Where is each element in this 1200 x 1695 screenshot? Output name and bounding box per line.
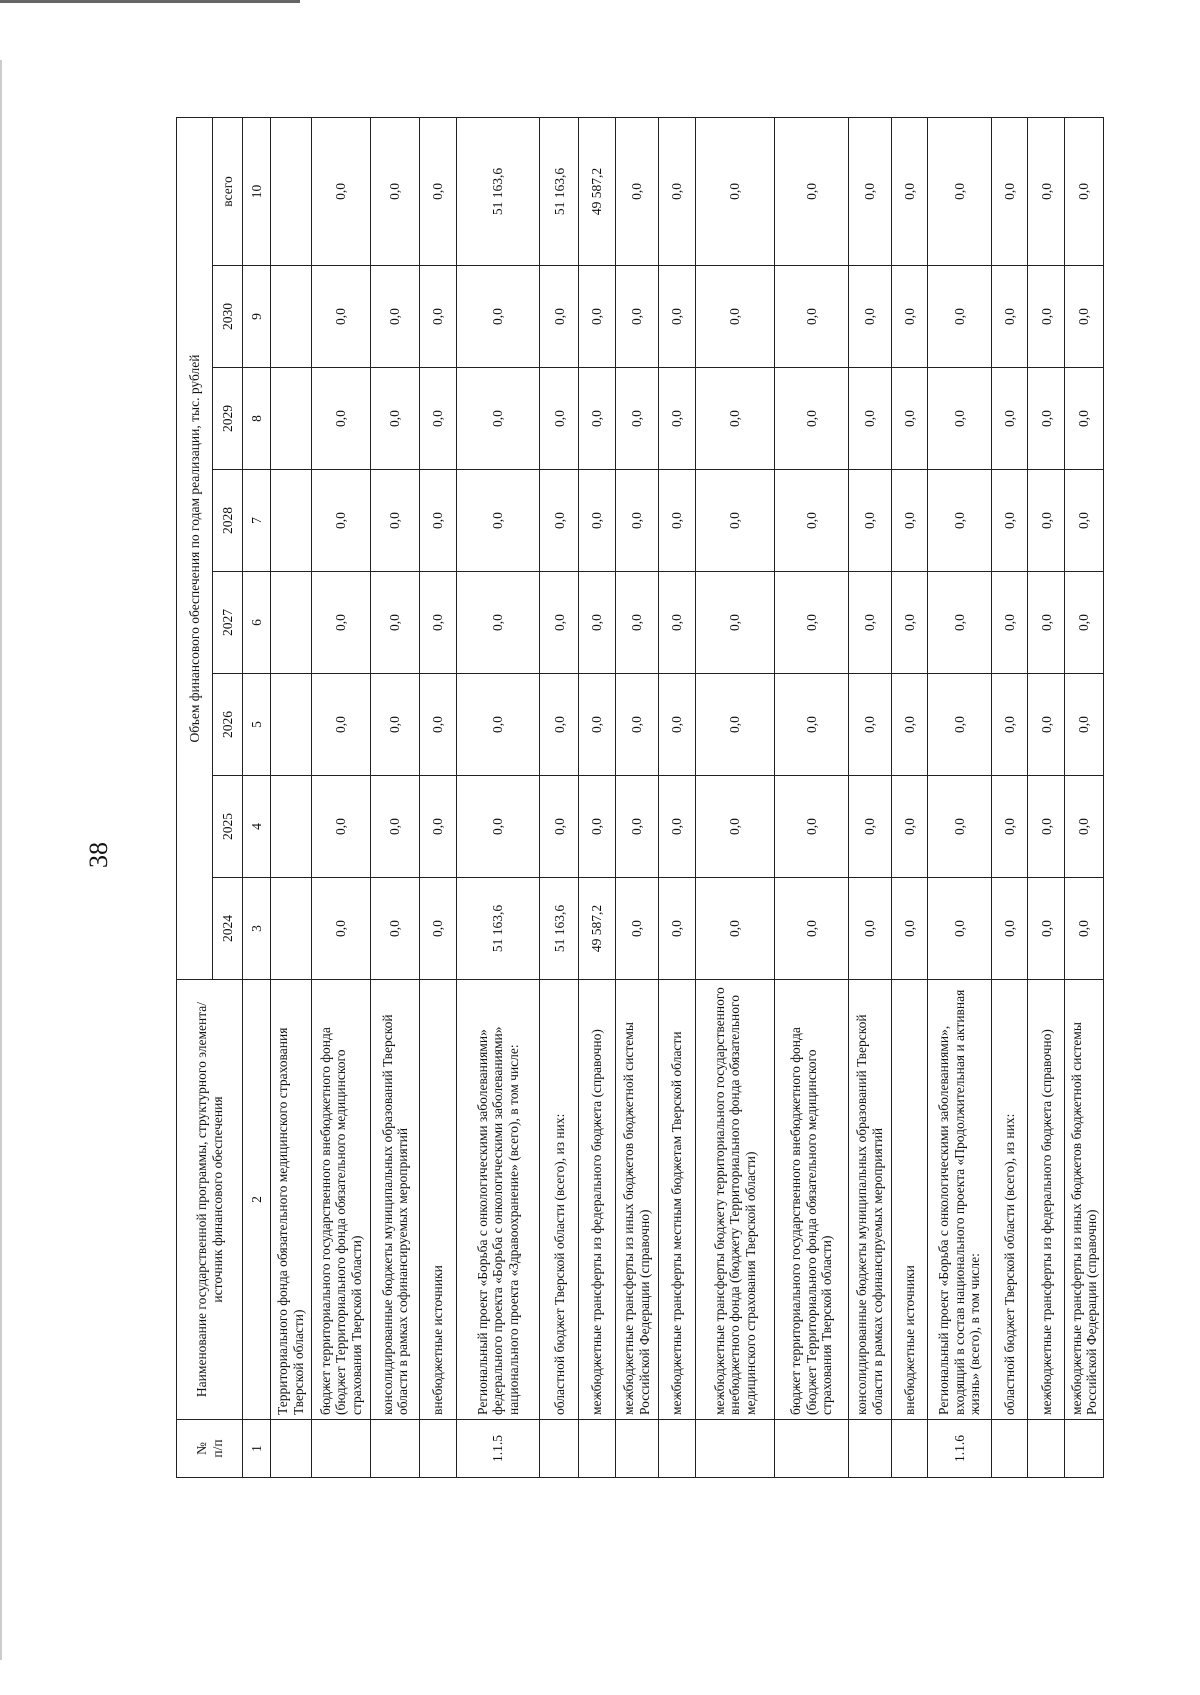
table-row xyxy=(271,117,312,1477)
row-value: 0,0 xyxy=(928,674,991,776)
table-body xyxy=(271,117,1104,1477)
row-value: 0,0 xyxy=(695,470,775,572)
row-value: 0,0 xyxy=(420,878,457,980)
header-year: 2024 xyxy=(213,878,243,980)
row-value: 0,0 xyxy=(775,572,849,674)
header-year: 2027 xyxy=(213,572,243,674)
row-value: 0,0 xyxy=(1028,572,1065,674)
table-row xyxy=(420,117,457,1477)
row-value: 51 163,6 xyxy=(456,878,540,980)
row-value: 0,0 xyxy=(420,368,457,470)
row-value: 0,0 xyxy=(1028,368,1065,470)
row-value: 0,0 xyxy=(540,572,579,674)
row-value: 0,0 xyxy=(695,266,775,368)
row-value: 0,0 xyxy=(311,266,370,368)
row-value: 51 163,6 xyxy=(540,878,579,980)
header-index-cell: 5 xyxy=(243,674,271,776)
row-value: 0,0 xyxy=(311,117,370,265)
row-value: 0,0 xyxy=(540,266,579,368)
row-value: 0,0 xyxy=(456,674,540,776)
row-value: 0,0 xyxy=(456,368,540,470)
row-number xyxy=(658,1420,695,1478)
header-num: № п/п xyxy=(177,1420,243,1478)
header-year: всего xyxy=(213,117,243,265)
row-value xyxy=(271,368,312,470)
row-value: 0,0 xyxy=(579,776,616,878)
row-value: 0,0 xyxy=(991,776,1028,878)
row-name: межбюджетные трансферты из иных бюджетов бюджетной системы Российской Федерации (справочно) xyxy=(616,980,659,1420)
row-name: межбюджетные трансферты из иных бюджетов бюджетной системы Российской Федерации (справочно) xyxy=(1065,980,1104,1420)
row-value: 0,0 xyxy=(616,117,659,265)
row-value: 0,0 xyxy=(891,572,928,674)
row-value: 0,0 xyxy=(371,368,420,470)
row-value: 0,0 xyxy=(420,470,457,572)
rotated-page-area xyxy=(176,118,1200,1462)
row-value: 0,0 xyxy=(616,368,659,470)
row-value xyxy=(271,776,312,878)
row-value: 0,0 xyxy=(311,878,370,980)
row-name: консолидированные бюджеты муниципальных образований Тверской области в рамках софинансируемых мероприятий xyxy=(371,980,420,1420)
header-index-cell: 4 xyxy=(243,776,271,878)
table-row xyxy=(1065,117,1104,1477)
row-value: 0,0 xyxy=(775,117,849,265)
row-value: 0,0 xyxy=(695,878,775,980)
row-value: 0,0 xyxy=(1065,572,1104,674)
row-value: 0,0 xyxy=(1028,776,1065,878)
table-row xyxy=(579,117,616,1477)
row-name: областной бюджет Тверской области (всего), из них: xyxy=(540,980,579,1420)
row-value: 0,0 xyxy=(579,674,616,776)
row-value: 0,0 xyxy=(658,117,695,265)
row-name: внебюджетные источники xyxy=(891,980,928,1420)
header-year: 2030 xyxy=(213,266,243,368)
row-value: 0,0 xyxy=(991,674,1028,776)
table-row xyxy=(928,117,991,1477)
row-value: 0,0 xyxy=(311,470,370,572)
row-value: 0,0 xyxy=(658,368,695,470)
row-value: 0,0 xyxy=(775,776,849,878)
header-index-cell: 6 xyxy=(243,572,271,674)
header-index-cell: 10 xyxy=(243,117,271,265)
table-row xyxy=(456,117,540,1477)
row-value xyxy=(271,878,312,980)
table-row xyxy=(311,117,370,1477)
row-value: 0,0 xyxy=(579,470,616,572)
row-value: 0,0 xyxy=(371,572,420,674)
row-value: 0,0 xyxy=(891,368,928,470)
table-row xyxy=(695,117,775,1477)
row-value: 0,0 xyxy=(695,117,775,265)
row-value: 0,0 xyxy=(775,266,849,368)
row-value: 0,0 xyxy=(848,470,891,572)
row-value: 0,0 xyxy=(616,674,659,776)
row-value xyxy=(271,674,312,776)
row-value: 0,0 xyxy=(1065,674,1104,776)
row-value: 0,0 xyxy=(891,266,928,368)
table-row xyxy=(775,117,849,1477)
row-number xyxy=(1065,1420,1104,1478)
row-name: межбюджетные трансферты бюджету территориального государственного внебюджетного фонда (бюджету Территориального фонда обязательного медицинского страхования Тверской области) xyxy=(695,980,775,1420)
row-number xyxy=(695,1420,775,1478)
row-value: 0,0 xyxy=(311,674,370,776)
row-value: 0,0 xyxy=(891,878,928,980)
table-row xyxy=(1028,117,1065,1477)
row-value: 0,0 xyxy=(891,470,928,572)
row-value: 0,0 xyxy=(658,470,695,572)
row-value: 0,0 xyxy=(311,368,370,470)
row-value: 0,0 xyxy=(695,674,775,776)
row-value xyxy=(271,117,312,265)
row-value: 0,0 xyxy=(456,776,540,878)
row-name: бюджет территориального государственного внебюджетного фонда (бюджет Территориального фонда обязательного медицинского страхования Тверской области) xyxy=(311,980,370,1420)
row-value: 0,0 xyxy=(891,776,928,878)
row-value: 0,0 xyxy=(991,266,1028,368)
header-index-cell: 1 xyxy=(243,1420,271,1478)
row-value: 0,0 xyxy=(616,878,659,980)
row-value: 0,0 xyxy=(456,470,540,572)
row-value: 0,0 xyxy=(891,117,928,265)
row-value: 0,0 xyxy=(928,878,991,980)
row-value: 0,0 xyxy=(775,878,849,980)
row-number xyxy=(775,1420,849,1478)
row-value: 0,0 xyxy=(848,674,891,776)
row-value: 0,0 xyxy=(311,776,370,878)
row-value: 0,0 xyxy=(1065,776,1104,878)
table-row xyxy=(991,117,1028,1477)
row-value: 0,0 xyxy=(848,368,891,470)
row-number xyxy=(371,1420,420,1478)
header-index-cell: 9 xyxy=(243,266,271,368)
row-value: 0,0 xyxy=(311,572,370,674)
row-name: внебюджетные источники xyxy=(420,980,457,1420)
row-value: 0,0 xyxy=(1065,878,1104,980)
scan-edge-left xyxy=(0,60,2,1660)
row-value: 0,0 xyxy=(928,266,991,368)
row-value: 0,0 xyxy=(616,776,659,878)
row-value: 0,0 xyxy=(1065,368,1104,470)
row-value: 0,0 xyxy=(928,572,991,674)
table-row xyxy=(540,117,579,1477)
row-name: межбюджетные трансферты из федерального бюджета (справочно) xyxy=(1028,980,1065,1420)
row-value: 0,0 xyxy=(540,776,579,878)
table-header xyxy=(177,117,271,1477)
row-value: 0,0 xyxy=(616,572,659,674)
row-value xyxy=(271,266,312,368)
row-value: 0,0 xyxy=(775,674,849,776)
row-value: 0,0 xyxy=(848,776,891,878)
row-value: 51 163,6 xyxy=(456,117,540,265)
row-name: межбюджетные трансферты из федерального бюджета (справочно) xyxy=(579,980,616,1420)
table-row xyxy=(848,117,891,1477)
header-index-cell: 7 xyxy=(243,470,271,572)
row-value: 0,0 xyxy=(848,266,891,368)
row-name: Территориального фонда обязательного медицинского страхования Тверской области) xyxy=(271,980,312,1420)
row-number: 1.1.6 xyxy=(928,1420,991,1478)
row-value: 0,0 xyxy=(1065,266,1104,368)
row-value: 49 587,2 xyxy=(579,878,616,980)
row-value: 0,0 xyxy=(928,368,991,470)
row-value: 0,0 xyxy=(695,776,775,878)
row-value: 0,0 xyxy=(891,674,928,776)
row-name: бюджет территориального государственного внебюджетного фонда (бюджет Территориального фонда обязательного медицинского страхования Тверской области) xyxy=(775,980,849,1420)
row-value: 0,0 xyxy=(616,470,659,572)
row-value: 0,0 xyxy=(658,674,695,776)
header-year: 2029 xyxy=(213,368,243,470)
financing-table xyxy=(176,117,1104,1478)
row-value: 0,0 xyxy=(579,368,616,470)
header-name: Наименование государственной программы, структурного элемента/источник финансового обеспечения xyxy=(177,980,243,1420)
row-number xyxy=(311,1420,370,1478)
row-name: Региональный проект «Борьба с онкологическими заболеваниями», входящий в состав национального проекта «Продолжительная и активная жизнь» (всего), в том числе: xyxy=(928,980,991,1420)
row-number xyxy=(540,1420,579,1478)
row-value: 0,0 xyxy=(658,878,695,980)
row-value: 0,0 xyxy=(420,117,457,265)
row-value: 0,0 xyxy=(540,470,579,572)
header-index-cell: 3 xyxy=(243,878,271,980)
row-value: 0,0 xyxy=(579,266,616,368)
row-value: 0,0 xyxy=(371,878,420,980)
table-row xyxy=(891,117,928,1477)
row-value: 0,0 xyxy=(848,878,891,980)
header-year: 2028 xyxy=(213,470,243,572)
row-value: 0,0 xyxy=(420,266,457,368)
row-value: 0,0 xyxy=(1065,470,1104,572)
row-name: консолидированные бюджеты муниципальных образований Тверской области в рамках софинансируемых мероприятий xyxy=(848,980,891,1420)
row-value: 0,0 xyxy=(1028,117,1065,265)
row-value: 0,0 xyxy=(371,266,420,368)
row-name: Региональный проект «Борьба с онкологическими заболеваниями» федерального проекта «Борьба с онкологическими заболеваниями» национального проекта «Здравоохранение» (всего), в том числе: xyxy=(456,980,540,1420)
row-value: 49 587,2 xyxy=(579,117,616,265)
row-name: областной бюджет Тверской области (всего), из них: xyxy=(991,980,1028,1420)
table-row xyxy=(616,117,659,1477)
header-group-title: Объем финансового обеспечения по годам реализации, тыс. рублей xyxy=(177,117,213,979)
row-value: 0,0 xyxy=(991,470,1028,572)
row-value: 0,0 xyxy=(775,470,849,572)
row-value: 0,0 xyxy=(420,674,457,776)
page-number: 38 xyxy=(84,842,113,868)
row-value: 0,0 xyxy=(695,368,775,470)
row-value: 0,0 xyxy=(848,117,891,265)
rotated-table-wrapper xyxy=(176,118,1104,1478)
row-value: 0,0 xyxy=(371,117,420,265)
row-value: 0,0 xyxy=(420,572,457,674)
row-value: 0,0 xyxy=(848,572,891,674)
row-value: 0,0 xyxy=(658,572,695,674)
row-value: 0,0 xyxy=(1065,117,1104,265)
scan-edge-top xyxy=(0,0,300,3)
row-value: 0,0 xyxy=(371,674,420,776)
row-number xyxy=(991,1420,1028,1478)
row-number xyxy=(891,1420,928,1478)
row-value: 0,0 xyxy=(456,572,540,674)
row-value xyxy=(271,572,312,674)
row-value: 0,0 xyxy=(579,572,616,674)
header-year: 2025 xyxy=(213,776,243,878)
row-value: 0,0 xyxy=(928,470,991,572)
table-row xyxy=(658,117,695,1477)
row-value: 0,0 xyxy=(991,572,1028,674)
row-value: 0,0 xyxy=(991,117,1028,265)
row-number xyxy=(420,1420,457,1478)
row-value: 0,0 xyxy=(371,470,420,572)
row-value: 0,0 xyxy=(1028,266,1065,368)
row-value: 0,0 xyxy=(616,266,659,368)
row-value: 0,0 xyxy=(540,674,579,776)
row-number xyxy=(579,1420,616,1478)
row-value: 0,0 xyxy=(991,878,1028,980)
header-index-cell: 2 xyxy=(243,980,271,1420)
row-value: 0,0 xyxy=(1028,674,1065,776)
row-value: 0,0 xyxy=(658,266,695,368)
row-name: межбюджетные трансферты местным бюджетам Тверской области xyxy=(658,980,695,1420)
row-value: 0,0 xyxy=(1028,470,1065,572)
row-number xyxy=(848,1420,891,1478)
row-value: 51 163,6 xyxy=(540,117,579,265)
row-value: 0,0 xyxy=(991,368,1028,470)
row-value xyxy=(271,470,312,572)
row-value: 0,0 xyxy=(456,266,540,368)
header-index-cell: 8 xyxy=(243,368,271,470)
row-value: 0,0 xyxy=(928,117,991,265)
row-value: 0,0 xyxy=(540,368,579,470)
row-value: 0,0 xyxy=(1028,878,1065,980)
row-value: 0,0 xyxy=(371,776,420,878)
header-year: 2026 xyxy=(213,674,243,776)
row-number xyxy=(616,1420,659,1478)
row-number xyxy=(271,1420,312,1478)
row-number xyxy=(1028,1420,1065,1478)
row-value: 0,0 xyxy=(695,572,775,674)
row-value: 0,0 xyxy=(775,368,849,470)
table-row xyxy=(371,117,420,1477)
row-value: 0,0 xyxy=(928,776,991,878)
row-value: 0,0 xyxy=(420,776,457,878)
row-value: 0,0 xyxy=(658,776,695,878)
row-number: 1.1.5 xyxy=(456,1420,540,1478)
